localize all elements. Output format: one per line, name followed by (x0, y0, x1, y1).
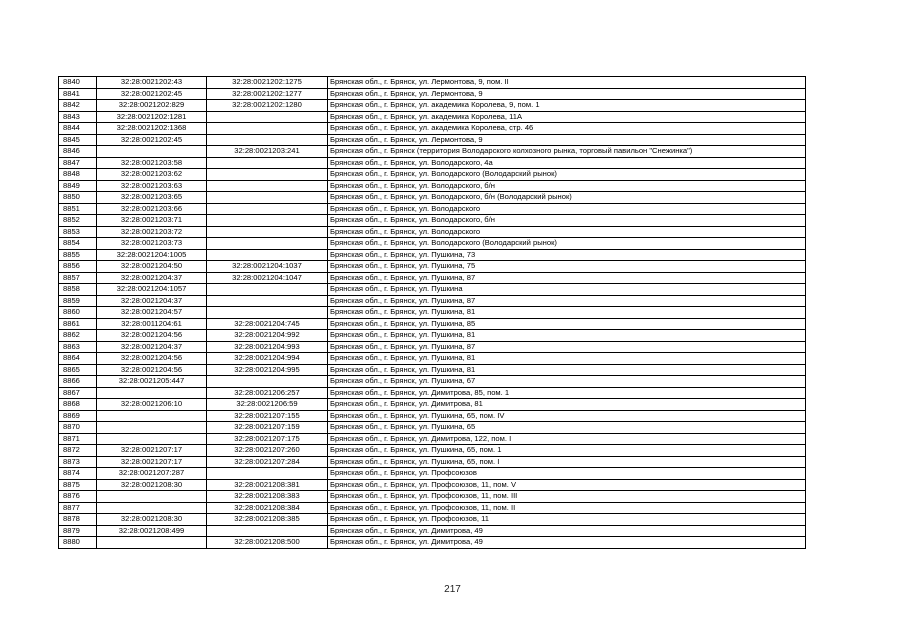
address-cell: Брянская обл., г. Брянск, ул. Лермонтова, 9 (328, 88, 806, 100)
table-row (59, 284, 806, 296)
address-cell: Брянская обл., г. Брянск, ул. Володарского (Володарский рынок) (328, 169, 806, 181)
table-row (59, 491, 806, 503)
address-cell: Брянская обл., г. Брянск, ул. Пушкина, 81 (328, 353, 806, 365)
address-cell: Брянская обл., г. Брянск, ул. Димитрова, 122, пом. I (328, 433, 806, 445)
object-cadastral-number-cell (207, 376, 328, 388)
address-cell: Брянская обл., г. Брянск, ул. Лермонтова, 9, пом. II (328, 77, 806, 89)
row-number-cell: 8855 (59, 249, 97, 261)
table-row (59, 376, 806, 388)
row-number-cell: 8869 (59, 410, 97, 422)
object-cadastral-number-cell: 32:28:0021204:1047 (207, 272, 328, 284)
table-row (59, 307, 806, 319)
object-cadastral-number-cell: 32:28:0021204:994 (207, 353, 328, 365)
object-cadastral-number-cell: 32:28:0021207:155 (207, 410, 328, 422)
row-number-cell: 8868 (59, 399, 97, 411)
land-cadastral-number-cell (97, 422, 207, 434)
row-number-cell: 8880 (59, 537, 97, 549)
address-cell: Брянская обл., г. Брянск, ул. Лермонтова, 9 (328, 134, 806, 146)
row-number-cell: 8866 (59, 376, 97, 388)
land-cadastral-number-cell: 32:28:0021204:56 (97, 353, 207, 365)
object-cadastral-number-cell: 32:28:0021208:383 (207, 491, 328, 503)
land-cadastral-number-cell: 32:28:0021203:71 (97, 215, 207, 227)
address-cell: Брянская обл., г. Брянск, ул. Володарского (328, 203, 806, 215)
address-cell: Брянская обл., г. Брянск, ул. академика Королева, стр. 46 (328, 123, 806, 135)
row-number-cell: 8846 (59, 146, 97, 158)
object-cadastral-number-cell: 32:28:0021208:381 (207, 479, 328, 491)
table-row (59, 295, 806, 307)
row-number-cell: 8870 (59, 422, 97, 434)
land-cadastral-number-cell: 32:28:0021208:30 (97, 514, 207, 526)
address-cell: Брянская обл., г. Брянск, ул. Димитрова, 49 (328, 537, 806, 549)
row-number-cell: 8867 (59, 387, 97, 399)
address-cell: Брянская обл., г. Брянск, ул. Пушкина, 87 (328, 341, 806, 353)
object-cadastral-number-cell (207, 468, 328, 480)
address-cell: Брянская обл., г. Брянск, ул. Пушкина, 67 (328, 376, 806, 388)
object-cadastral-number-cell: 32:28:0021204:745 (207, 318, 328, 330)
land-cadastral-number-cell: 32:28:0021202:45 (97, 88, 207, 100)
table-row (59, 238, 806, 250)
table-row (59, 433, 806, 445)
land-cadastral-number-cell: 32:28:0021207:17 (97, 456, 207, 468)
row-number-cell: 8874 (59, 468, 97, 480)
land-cadastral-number-cell: 32:28:0021203:65 (97, 192, 207, 204)
address-cell: Брянская обл., г. Брянск, ул. Пушкина, 87 (328, 295, 806, 307)
object-cadastral-number-cell: 32:28:0021204:995 (207, 364, 328, 376)
table-row (59, 192, 806, 204)
table-row (59, 180, 806, 192)
address-cell: Брянская обл., г. Брянск (территория Володарского колхозного рынка, торговый павильон "Снежинка") (328, 146, 806, 158)
table-row (59, 157, 806, 169)
land-cadastral-number-cell: 32:28:0021206:10 (97, 399, 207, 411)
object-cadastral-number-cell (207, 249, 328, 261)
table-row (59, 387, 806, 399)
object-cadastral-number-cell (207, 295, 328, 307)
page-number: 217 (444, 584, 461, 595)
land-cadastral-number-cell: 32:28:0021203:66 (97, 203, 207, 215)
land-cadastral-number-cell (97, 502, 207, 514)
land-cadastral-number-cell (97, 491, 207, 503)
object-cadastral-number-cell: 32:28:0021208:384 (207, 502, 328, 514)
row-number-cell: 8847 (59, 157, 97, 169)
table-row (59, 318, 806, 330)
row-number-cell: 8850 (59, 192, 97, 204)
table-row (59, 410, 806, 422)
object-cadastral-number-cell (207, 238, 328, 250)
object-cadastral-number-cell: 32:28:0021202:1277 (207, 88, 328, 100)
row-number-cell: 8863 (59, 341, 97, 353)
address-cell: Брянская обл., г. Брянск, ул. Профсоюзов, 11, пом. III (328, 491, 806, 503)
object-cadastral-number-cell: 32:28:0021204:992 (207, 330, 328, 342)
table-row (59, 353, 806, 365)
table-row (59, 341, 806, 353)
object-cadastral-number-cell (207, 284, 328, 296)
address-cell: Брянская обл., г. Брянск, ул. Володарского, 4а (328, 157, 806, 169)
table-row (59, 77, 806, 89)
address-cell: Брянская обл., г. Брянск, ул. Пушкина, 85 (328, 318, 806, 330)
object-cadastral-number-cell: 32:28:0021204:993 (207, 341, 328, 353)
land-cadastral-number-cell: 32:28:0021202:43 (97, 77, 207, 89)
address-cell: Брянская обл., г. Брянск, ул. академика Королева, 11А (328, 111, 806, 123)
land-cadastral-number-cell: 32:28:0021204:37 (97, 295, 207, 307)
land-cadastral-number-cell (97, 146, 207, 158)
row-number-cell: 8842 (59, 100, 97, 112)
land-cadastral-number-cell: 32:28:0021204:1057 (97, 284, 207, 296)
row-number-cell: 8875 (59, 479, 97, 491)
land-cadastral-number-cell: 32:28:0021202:1281 (97, 111, 207, 123)
address-cell: Брянская обл., г. Брянск, ул. Володарского, б/н (Володарский рынок) (328, 192, 806, 204)
table-row (59, 249, 806, 261)
row-number-cell: 8876 (59, 491, 97, 503)
table-row (59, 479, 806, 491)
table-row (59, 514, 806, 526)
row-number-cell: 8877 (59, 502, 97, 514)
object-cadastral-number-cell (207, 111, 328, 123)
address-cell: Брянская обл., г. Брянск, ул. Пушкина, 81 (328, 330, 806, 342)
address-cell: Брянская обл., г. Брянск, ул. Пушкина (328, 284, 806, 296)
object-cadastral-number-cell (207, 226, 328, 238)
address-cell: Брянская обл., г. Брянск, ул. Профсоюзов, 11, пом. V (328, 479, 806, 491)
row-number-cell: 8865 (59, 364, 97, 376)
land-cadastral-number-cell: 32:28:0021203:72 (97, 226, 207, 238)
address-cell: Брянская обл., г. Брянск, ул. Димитрова, 49 (328, 525, 806, 537)
table-row (59, 123, 806, 135)
row-number-cell: 8841 (59, 88, 97, 100)
address-cell: Брянская обл., г. Брянск, ул. Пушкина, 65, пом. I (328, 456, 806, 468)
address-cell: Брянская обл., г. Брянск, ул. Профсоюзов, 11 (328, 514, 806, 526)
object-cadastral-number-cell (207, 134, 328, 146)
address-cell: Брянская обл., г. Брянск, ул. Профсоюзов (328, 468, 806, 480)
table-row (59, 169, 806, 181)
object-cadastral-number-cell: 32:28:0021202:1280 (207, 100, 328, 112)
object-cadastral-number-cell: 32:28:0021206:59 (207, 399, 328, 411)
land-cadastral-number-cell: 32:28:0021207:17 (97, 445, 207, 457)
land-cadastral-number-cell: 32:28:0021207:287 (97, 468, 207, 480)
object-cadastral-number-cell (207, 192, 328, 204)
row-number-cell: 8840 (59, 77, 97, 89)
object-cadastral-number-cell (207, 157, 328, 169)
land-cadastral-number-cell (97, 410, 207, 422)
object-cadastral-number-cell: 32:28:0021208:385 (207, 514, 328, 526)
row-number-cell: 8857 (59, 272, 97, 284)
land-cadastral-number-cell: 32:28:0021204:1005 (97, 249, 207, 261)
land-cadastral-number-cell: 32:28:0021204:57 (97, 307, 207, 319)
land-cadastral-number-cell: 32:28:0021203:73 (97, 238, 207, 250)
land-cadastral-number-cell: 32:28:0021204:56 (97, 364, 207, 376)
row-number-cell: 8862 (59, 330, 97, 342)
row-number-cell: 8843 (59, 111, 97, 123)
land-cadastral-number-cell: 32:28:0021202:1368 (97, 123, 207, 135)
table-row (59, 100, 806, 112)
table-row (59, 226, 806, 238)
table-row (59, 525, 806, 537)
table-row (59, 422, 806, 434)
row-number-cell: 8848 (59, 169, 97, 181)
row-number-cell: 8856 (59, 261, 97, 273)
land-cadastral-number-cell: 32:28:0021208:30 (97, 479, 207, 491)
land-cadastral-number-cell: 32:28:0011204:61 (97, 318, 207, 330)
object-cadastral-number-cell: 32:28:0021208:500 (207, 537, 328, 549)
row-number-cell: 8854 (59, 238, 97, 250)
row-number-cell: 8879 (59, 525, 97, 537)
row-number-cell: 8878 (59, 514, 97, 526)
land-cadastral-number-cell: 32:28:0021204:50 (97, 261, 207, 273)
address-cell: Брянская обл., г. Брянск, ул. Пушкина, 65, пом. 1 (328, 445, 806, 457)
row-number-cell: 8860 (59, 307, 97, 319)
land-cadastral-number-cell: 32:28:0021205:447 (97, 376, 207, 388)
row-number-cell: 8873 (59, 456, 97, 468)
address-cell: Брянская обл., г. Брянск, ул. Володарского (328, 226, 806, 238)
row-number-cell: 8853 (59, 226, 97, 238)
table-row (59, 364, 806, 376)
object-cadastral-number-cell: 32:28:0021207:175 (207, 433, 328, 445)
table-row (59, 445, 806, 457)
object-cadastral-number-cell: 32:28:0021207:260 (207, 445, 328, 457)
land-cadastral-number-cell: 32:28:0021204:37 (97, 341, 207, 353)
address-cell: Брянская обл., г. Брянск, ул. Пушкина, 65, пом. IV (328, 410, 806, 422)
land-cadastral-number-cell: 32:28:0021202:45 (97, 134, 207, 146)
object-cadastral-number-cell (207, 203, 328, 215)
land-cadastral-number-cell (97, 387, 207, 399)
row-number-cell: 8871 (59, 433, 97, 445)
address-cell: Брянская обл., г. Брянск, ул. академика Королева, 9, пом. 1 (328, 100, 806, 112)
property-table-body (59, 77, 806, 549)
table-row (59, 468, 806, 480)
land-cadastral-number-cell: 32:28:0021204:37 (97, 272, 207, 284)
address-cell: Брянская обл., г. Брянск, ул. Пушкина, 81 (328, 364, 806, 376)
address-cell: Брянская обл., г. Брянск, ул. Пушкина, 73 (328, 249, 806, 261)
table-row (59, 502, 806, 514)
object-cadastral-number-cell: 32:28:0021207:159 (207, 422, 328, 434)
land-cadastral-number-cell: 32:28:0021203:62 (97, 169, 207, 181)
property-table (58, 76, 806, 549)
address-cell: Брянская обл., г. Брянск, ул. Володарского (Володарский рынок) (328, 238, 806, 250)
object-cadastral-number-cell: 32:28:0021206:257 (207, 387, 328, 399)
object-cadastral-number-cell (207, 180, 328, 192)
object-cadastral-number-cell (207, 307, 328, 319)
object-cadastral-number-cell: 32:28:0021202:1275 (207, 77, 328, 89)
land-cadastral-number-cell (97, 537, 207, 549)
table-row (59, 261, 806, 273)
object-cadastral-number-cell (207, 123, 328, 135)
land-cadastral-number-cell: 32:28:0021202:829 (97, 100, 207, 112)
object-cadastral-number-cell (207, 215, 328, 227)
address-cell: Брянская обл., г. Брянск, ул. Володарского, б/н (328, 215, 806, 227)
table-row (59, 330, 806, 342)
object-cadastral-number-cell: 32:28:0021204:1037 (207, 261, 328, 273)
address-cell: Брянская обл., г. Брянск, ул. Пушкина, 65 (328, 422, 806, 434)
address-cell: Брянская обл., г. Брянск, ул. Пушкина, 81 (328, 307, 806, 319)
row-number-cell: 8858 (59, 284, 97, 296)
land-cadastral-number-cell: 32:28:0021203:63 (97, 180, 207, 192)
table-row (59, 456, 806, 468)
address-cell: Брянская обл., г. Брянск, ул. Пушкина, 75 (328, 261, 806, 273)
address-cell: Брянская обл., г. Брянск, ул. Профсоюзов, 11, пом. II (328, 502, 806, 514)
row-number-cell: 8872 (59, 445, 97, 457)
table-row (59, 134, 806, 146)
row-number-cell: 8859 (59, 295, 97, 307)
land-cadastral-number-cell (97, 433, 207, 445)
table-row (59, 537, 806, 549)
table-row (59, 215, 806, 227)
table-row (59, 203, 806, 215)
row-number-cell: 8844 (59, 123, 97, 135)
address-cell: Брянская обл., г. Брянск, ул. Володарского, б/н (328, 180, 806, 192)
land-cadastral-number-cell: 32:28:0021208:499 (97, 525, 207, 537)
object-cadastral-number-cell: 32:28:0021207:284 (207, 456, 328, 468)
address-cell: Брянская обл., г. Брянск, ул. Димитрова, 81 (328, 399, 806, 411)
land-cadastral-number-cell: 32:28:0021204:56 (97, 330, 207, 342)
table-row (59, 399, 806, 411)
object-cadastral-number-cell: 32:28:0021203:241 (207, 146, 328, 158)
land-cadastral-number-cell: 32:28:0021203:58 (97, 157, 207, 169)
object-cadastral-number-cell (207, 169, 328, 181)
address-cell: Брянская обл., г. Брянск, ул. Пушкина, 87 (328, 272, 806, 284)
row-number-cell: 8845 (59, 134, 97, 146)
table-row (59, 146, 806, 158)
address-cell: Брянская обл., г. Брянск, ул. Димитрова, 85, пом. 1 (328, 387, 806, 399)
table-row (59, 88, 806, 100)
table-row (59, 111, 806, 123)
row-number-cell: 8861 (59, 318, 97, 330)
row-number-cell: 8849 (59, 180, 97, 192)
row-number-cell: 8851 (59, 203, 97, 215)
object-cadastral-number-cell (207, 525, 328, 537)
row-number-cell: 8852 (59, 215, 97, 227)
table-row (59, 272, 806, 284)
row-number-cell: 8864 (59, 353, 97, 365)
